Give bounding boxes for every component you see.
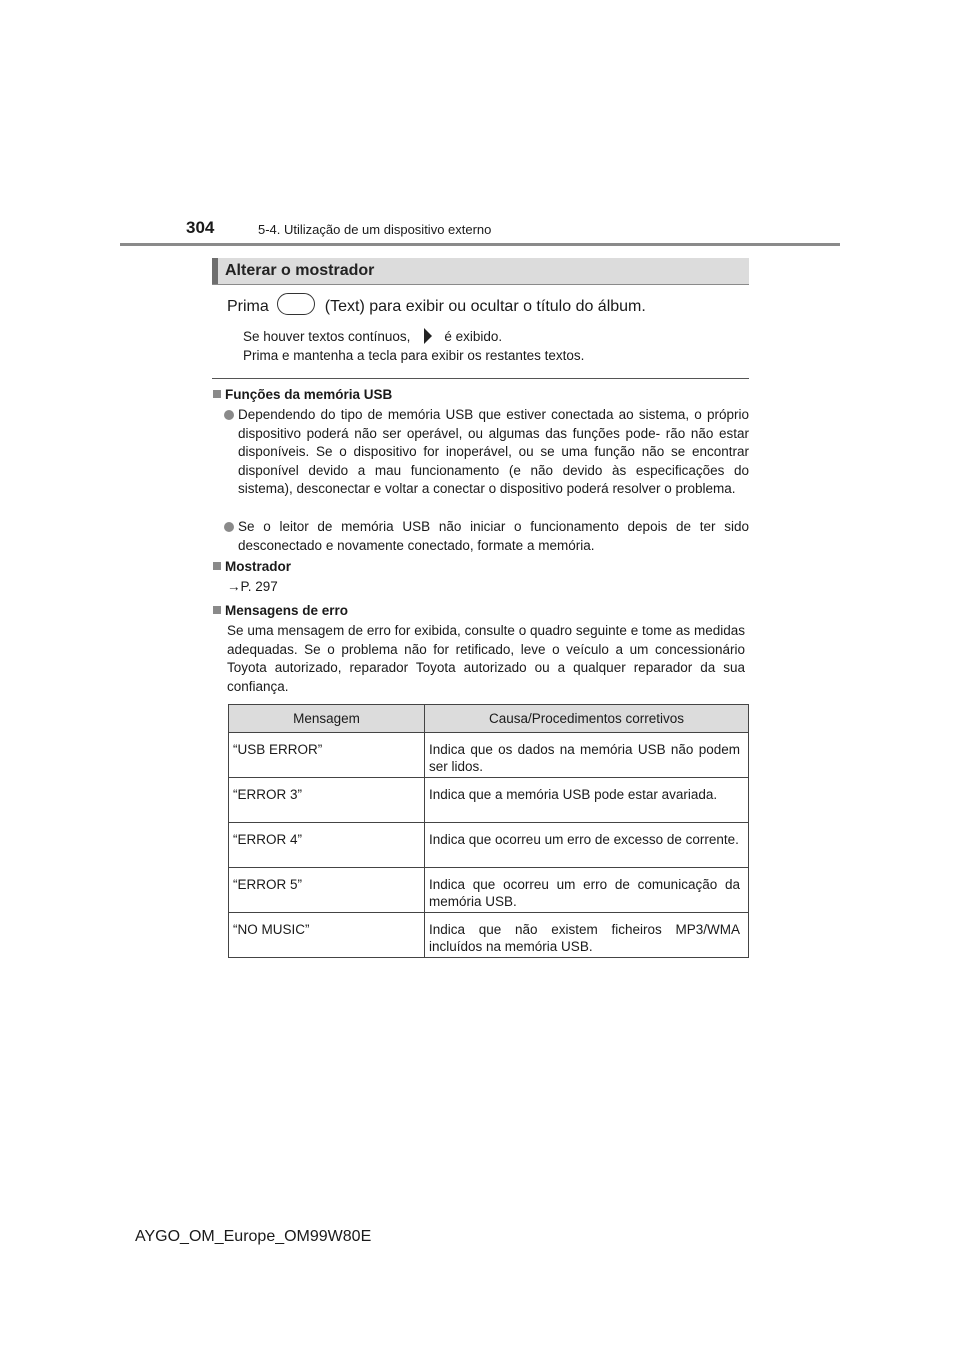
- display-title: Mostrador: [225, 559, 292, 574]
- message-cell: “ERROR 5”: [229, 868, 425, 913]
- note-line-2: Prima e mantenha a tecla para exibir os restantes textos.: [243, 348, 585, 363]
- table-row: [229, 733, 749, 778]
- heading-underline: [212, 284, 749, 285]
- message-cell: “USB ERROR”: [229, 733, 425, 778]
- table-header-row: [229, 705, 749, 733]
- table-row: [229, 778, 749, 823]
- usb-bullet-2: [224, 518, 749, 555]
- circle-bullet-icon: [224, 522, 234, 532]
- section-divider: [212, 378, 749, 379]
- message-cell: “ERROR 3”: [229, 778, 425, 823]
- usb-functions-heading: [213, 387, 392, 402]
- instruction-line: [227, 293, 646, 316]
- cause-cell: Indica que não existem ficheiros MP3/WMA incluídos na memória USB.: [425, 913, 749, 958]
- square-bullet-icon: [213, 562, 221, 570]
- heading-title: Alterar o mostrador: [225, 262, 375, 279]
- heading-accent: [212, 258, 218, 284]
- note-1-prefix: Se houver textos contínuos,: [243, 329, 411, 344]
- error-table: [228, 704, 749, 958]
- cause-cell: Indica que a memória USB pode estar avariada.: [425, 778, 749, 823]
- cause-cell: Indica que os dados na memória USB não podem ser lidos.: [425, 733, 749, 778]
- note-line-1: [243, 328, 502, 344]
- message-cell: “NO MUSIC”: [229, 913, 425, 958]
- usb-bullet-2-text: Se o leitor de memória USB não iniciar o funcionamento depois de ter sido desconectado e novamente conectado, formate a memória.: [238, 519, 749, 553]
- errors-paragraph: Se uma mensagem de erro for exibida, consulte o quadro seguinte e tome as medidas adequadas. Se o problema não for retificado, leve o veículo a um concessionário Toyota autorizado, reparador Toyota autorizado ou a qualquer reparador da sua confiança.: [227, 623, 745, 694]
- display-page-ref[interactable]: →P. 297: [227, 579, 278, 594]
- note-1-suffix: é exibido.: [444, 329, 503, 344]
- page-number: 304: [186, 218, 215, 237]
- errors-title: Mensagens de erro: [225, 603, 349, 618]
- square-bullet-icon: [213, 606, 221, 614]
- circle-bullet-icon: [224, 410, 234, 420]
- usb-bullet-1-text: Dependendo do tipo de memória USB que estiver conectada ao sistema, o próprio dispositivo poderá não ser operável, ou algumas das funções pode- rão não estar disponíveis. Se o dispositivo for inoperável, ou se uma função não se encontrar disponível devido a mau funcionamento (e não devido às especificações do sistema), desconectar e voltar a conectar o dispositivo poderá resolver o problema.: [238, 407, 749, 497]
- message-cell: “ERROR 4”: [229, 823, 425, 868]
- square-bullet-icon: [213, 390, 221, 398]
- table-row: [229, 913, 749, 958]
- table-row: [229, 868, 749, 913]
- table-row: [229, 823, 749, 868]
- header-divider: [120, 243, 840, 246]
- column-header-cause: Causa/Procedimentos corretivos: [425, 705, 749, 733]
- text-button-icon: [277, 293, 315, 315]
- cause-cell: Indica que ocorreu um erro de excesso de corrente.: [425, 823, 749, 868]
- cause-cell: Indica que ocorreu um erro de comunicação da memória USB.: [425, 868, 749, 913]
- usb-functions-title: Funções da memória USB: [225, 387, 393, 402]
- heading-bar: [212, 258, 749, 284]
- instruction-prefix: Prima: [227, 298, 269, 315]
- instruction-suffix: (Text) para exibir ou ocultar o título do álbum.: [324, 298, 646, 315]
- section-title: 5-4. Utilização de um dispositivo externo: [258, 222, 492, 237]
- column-header-message: Mensagem: [229, 705, 425, 733]
- continue-arrow-icon: [424, 328, 432, 344]
- document-code: AYGO_OM_Europe_OM99W80E: [135, 1228, 372, 1245]
- errors-heading: [213, 603, 348, 618]
- display-heading: [213, 559, 291, 574]
- usb-bullet-1: [224, 406, 749, 499]
